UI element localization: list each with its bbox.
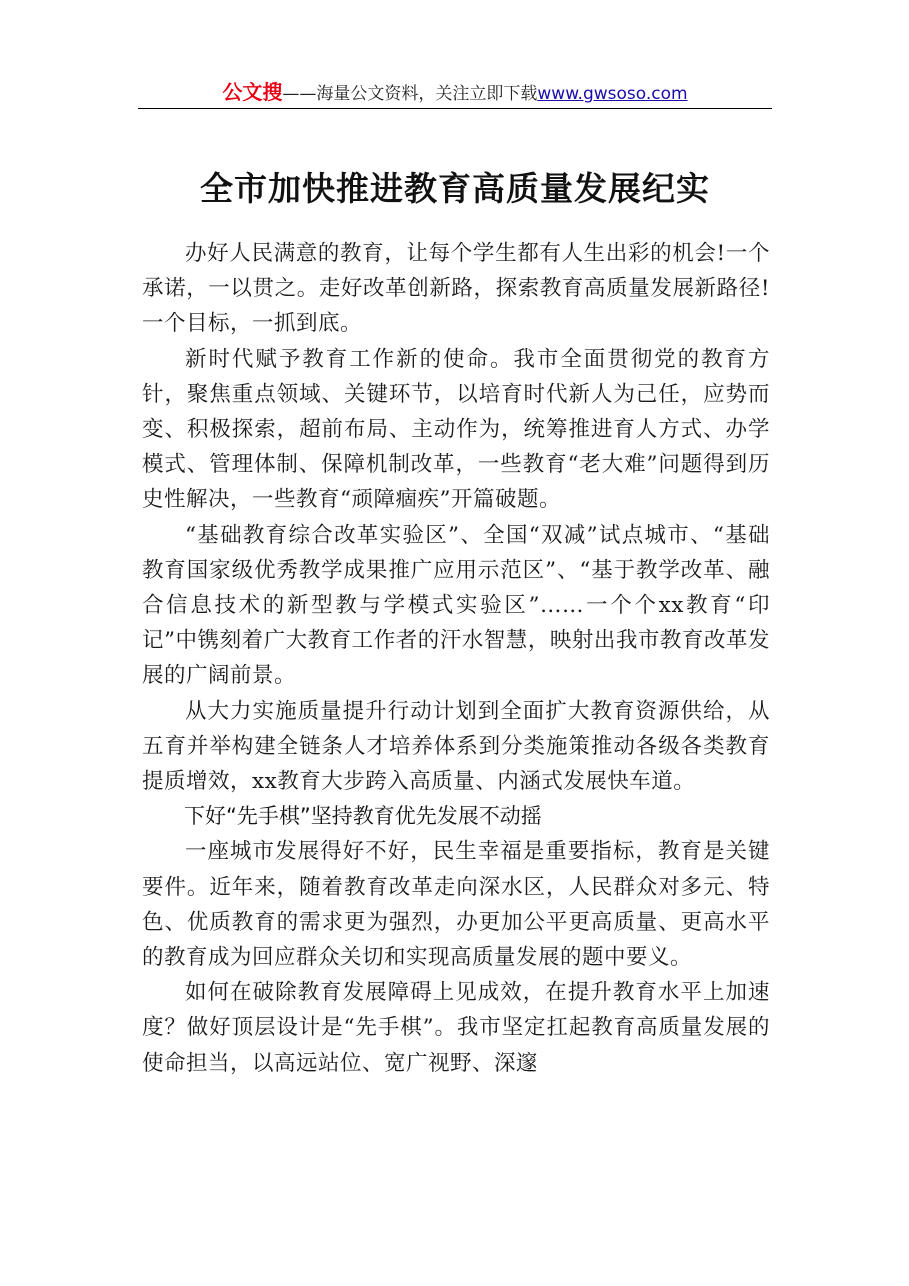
header-slogan: ——海量公文资料，关注立即下载 bbox=[282, 84, 538, 104]
paragraph: 一座城市发展得好不好，民生幸福是重要指标，教育是关键要件。近年来，随着教育改革走向深水区，人民群众对多元、特色、优质教育的需求更为强烈，办更加公平更高质量、更高水平的教育成为回应群众关切和实现高质量发展的题中要义。 bbox=[142, 839, 770, 971]
paragraph: 办好人民满意的教育，让每个学生都有人生出彩的机会!一个承诺，一以贯之。走好改革创新路，探索教育高质量发展新路径!一个目标，一抓到底。 bbox=[142, 241, 770, 337]
site-link[interactable]: www.gwsoso.com bbox=[537, 84, 688, 104]
document-title: 全市加快推进教育高质量发展纪实 bbox=[200, 169, 710, 208]
site-header bbox=[140, 78, 770, 106]
paragraph: “基础教育综合改革实验区”、全国“双减”试点城市、“基础教育国家级优秀教学成果推广应用示范区”、“基于教学改革、融合信息技术的新型教与学模式实验区”……一个个xx教育“印记”中镌刻着广大教育工作者的汗水智慧，映射出我市教育改革发展的广阔前景。 bbox=[142, 522, 770, 689]
section-heading: 下好“先手棋”坚持教育优先发展不动摇 bbox=[184, 804, 542, 829]
paragraph: 如何在破除教育发展障碍上见成效，在提升教育水平上加速度？做好顶层设计是“先手棋”。我市坚定扛起教育高质量发展的使命担当，以高远站位、宽广视野、深邃 bbox=[142, 980, 770, 1076]
paragraph: 新时代赋予教育工作新的使命。我市全面贯彻党的教育方针，聚焦重点领域、关键环节，以培育时代新人为己任，应势而变、积极探索，超前布局、主动作为，统筹推进育人方式、办学模式、管理体制、保障机制改革，一些教育“老大难”问题得到历史性解决，一些教育“顽障痼疾”开篇破题。 bbox=[142, 346, 770, 513]
paragraph: 从大力实施质量提升行动计划到全面扩大教育资源供给，从五育并举构建全链条人才培养体系到分类施策推动各级各类教育提质增效，xx教育大步跨入高质量、内涵式发展快车道。 bbox=[142, 698, 770, 795]
brand-name: 公文搜 bbox=[222, 80, 283, 104]
header-divider bbox=[138, 108, 772, 109]
document-body bbox=[142, 236, 770, 1081]
